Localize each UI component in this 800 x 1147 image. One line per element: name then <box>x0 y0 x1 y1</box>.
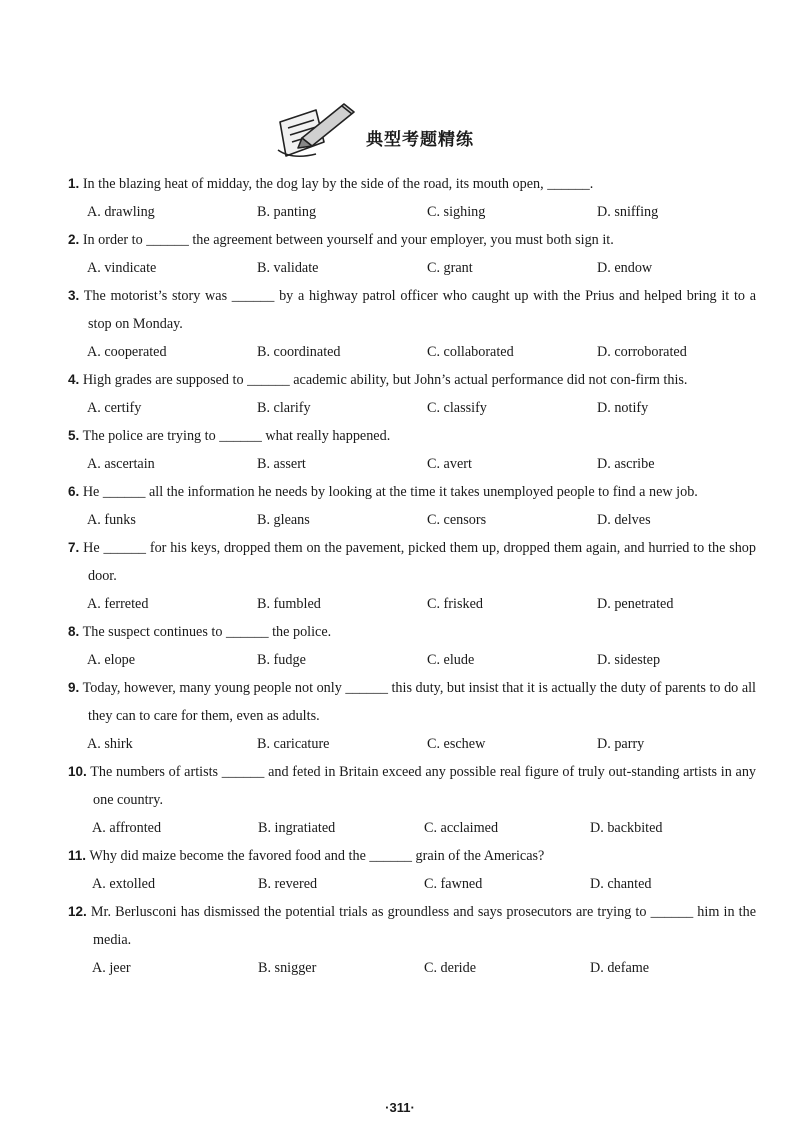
option-a: A. jeer <box>92 960 131 976</box>
option-a: A. extolled <box>92 876 156 892</box>
question-stem: In the blazing heat of midday, the dog lay by the side of the road, its mouth open, ______. <box>82 176 594 192</box>
question-stem: Today, however, many young people not only ______ this duty, but insist that it is actually the duty of parents to do all they can to care for them, even as adults. <box>82 680 756 724</box>
option-b: B. coordinated <box>257 344 341 360</box>
question-number: 5. <box>68 428 80 443</box>
question-number: 1. <box>68 176 80 191</box>
options <box>68 198 756 226</box>
option-a: A. funks <box>87 512 136 528</box>
option-d: D. corroborated <box>597 344 687 360</box>
section-header <box>272 98 474 169</box>
question-stem: Mr. Berlusconi has dismissed the potential trials as groundless and says prosecutors are trying to ______ him in the media. <box>90 904 757 948</box>
option-a: A. vindicate <box>87 260 157 276</box>
question-number: 2. <box>68 232 80 247</box>
option-b: B. assert <box>257 456 306 472</box>
option-c: C. fawned <box>424 876 483 892</box>
option-d: D. notify <box>597 400 649 416</box>
option-c: C. elude <box>427 652 475 668</box>
option-a: A. affronted <box>92 820 162 836</box>
options <box>68 450 756 478</box>
question-stem: High grades are supposed to ______ academic ability, but John’s actual performance did not con-firm this. <box>82 372 688 388</box>
option-a: A. elope <box>87 652 136 668</box>
options <box>68 730 756 758</box>
option-b: B. panting <box>257 204 317 220</box>
option-d: D. backbited <box>590 820 663 836</box>
question-11 <box>68 842 756 898</box>
question-stem: The motorist’s story was ______ by a highway patrol officer who caught up with the Prius and helped bring it to a stop on Monday. <box>83 288 756 332</box>
pencil-and-notebook-icon <box>272 98 358 169</box>
question-7 <box>68 534 756 618</box>
options <box>68 394 756 422</box>
option-d: D. sidestep <box>597 652 661 668</box>
option-b: B. snigger <box>258 960 317 976</box>
options <box>68 646 756 674</box>
option-b: B. ingratiated <box>258 820 336 836</box>
option-c: C. deride <box>424 960 477 976</box>
question-stem: He ______ for his keys, dropped them on the pavement, picked them up, dropped them again, and hurried to the shop door. <box>83 540 756 584</box>
option-c: C. grant <box>427 260 473 276</box>
option-c: C. classify <box>427 400 487 416</box>
question-8 <box>68 618 756 674</box>
question-number: 6. <box>68 484 80 499</box>
options <box>68 254 756 282</box>
question-1 <box>68 170 756 226</box>
question-number: 10. <box>68 764 87 779</box>
option-d: D. delves <box>597 512 651 528</box>
question-10 <box>68 758 756 842</box>
options <box>68 506 756 534</box>
question-3 <box>68 282 756 366</box>
question-list <box>68 170 756 982</box>
option-c: C. acclaimed <box>424 820 499 836</box>
option-b: B. validate <box>257 260 319 276</box>
question-number: 7. <box>68 540 80 555</box>
option-d: D. parry <box>597 736 645 752</box>
question-number: 11. <box>68 848 87 863</box>
option-d: D. chanted <box>590 876 652 892</box>
option-c: C. collaborated <box>427 344 514 360</box>
question-stem: He ______ all the information he needs by looking at the time it takes unemployed people to find a new job. <box>82 484 698 500</box>
option-c: C. avert <box>427 456 472 472</box>
question-stem: The numbers of artists ______ and feted in Britain exceed any possible real figure of truly out-standing artists in any one country. <box>90 764 757 808</box>
question-stem: Why did maize become the favored food and the ______ grain of the Americas? <box>89 848 545 864</box>
option-a: A. shirk <box>87 736 133 752</box>
option-a: A. cooperated <box>87 344 167 360</box>
question-5 <box>68 422 756 478</box>
option-c: C. frisked <box>427 596 483 612</box>
option-a: A. ferreted <box>87 596 149 612</box>
question-number: 3. <box>68 288 80 303</box>
option-b: B. gleans <box>257 512 310 528</box>
options <box>68 814 756 842</box>
option-b: B. fudge <box>257 652 306 668</box>
option-d: D. sniffing <box>597 204 659 220</box>
options <box>68 870 756 898</box>
option-b: B. revered <box>258 876 318 892</box>
question-number: 4. <box>68 372 80 387</box>
option-a: A. certify <box>87 400 142 416</box>
option-d: D. penetrated <box>597 596 674 612</box>
option-c: C. censors <box>427 512 487 528</box>
question-stem: In order to ______ the agreement between yourself and your employer, you must both sign it. <box>82 232 614 248</box>
question-12 <box>68 898 756 982</box>
option-c: C. eschew <box>427 736 486 752</box>
option-b: B. clarify <box>257 400 311 416</box>
question-stem: The police are trying to ______ what really happened. <box>82 428 391 444</box>
option-d: D. ascribe <box>597 456 655 472</box>
options <box>68 954 756 982</box>
option-c: C. sighing <box>427 204 486 220</box>
section-title: 典型考题精练 <box>366 130 474 150</box>
question-9 <box>68 674 756 758</box>
question-number: 8. <box>68 624 80 639</box>
option-a: A. drawling <box>87 204 155 220</box>
options <box>68 338 756 366</box>
question-4 <box>68 366 756 422</box>
option-b: B. caricature <box>257 736 330 752</box>
page-number: ·311· <box>385 1100 415 1115</box>
option-a: A. ascertain <box>87 456 155 472</box>
question-6 <box>68 478 756 534</box>
question-stem: The suspect continues to ______ the police. <box>82 624 332 640</box>
options <box>68 590 756 618</box>
question-number: 9. <box>68 680 80 695</box>
question-2 <box>68 226 756 282</box>
question-number: 12. <box>68 904 87 919</box>
option-d: D. endow <box>597 260 653 276</box>
option-b: B. fumbled <box>257 596 321 612</box>
option-d: D. defame <box>590 960 650 976</box>
